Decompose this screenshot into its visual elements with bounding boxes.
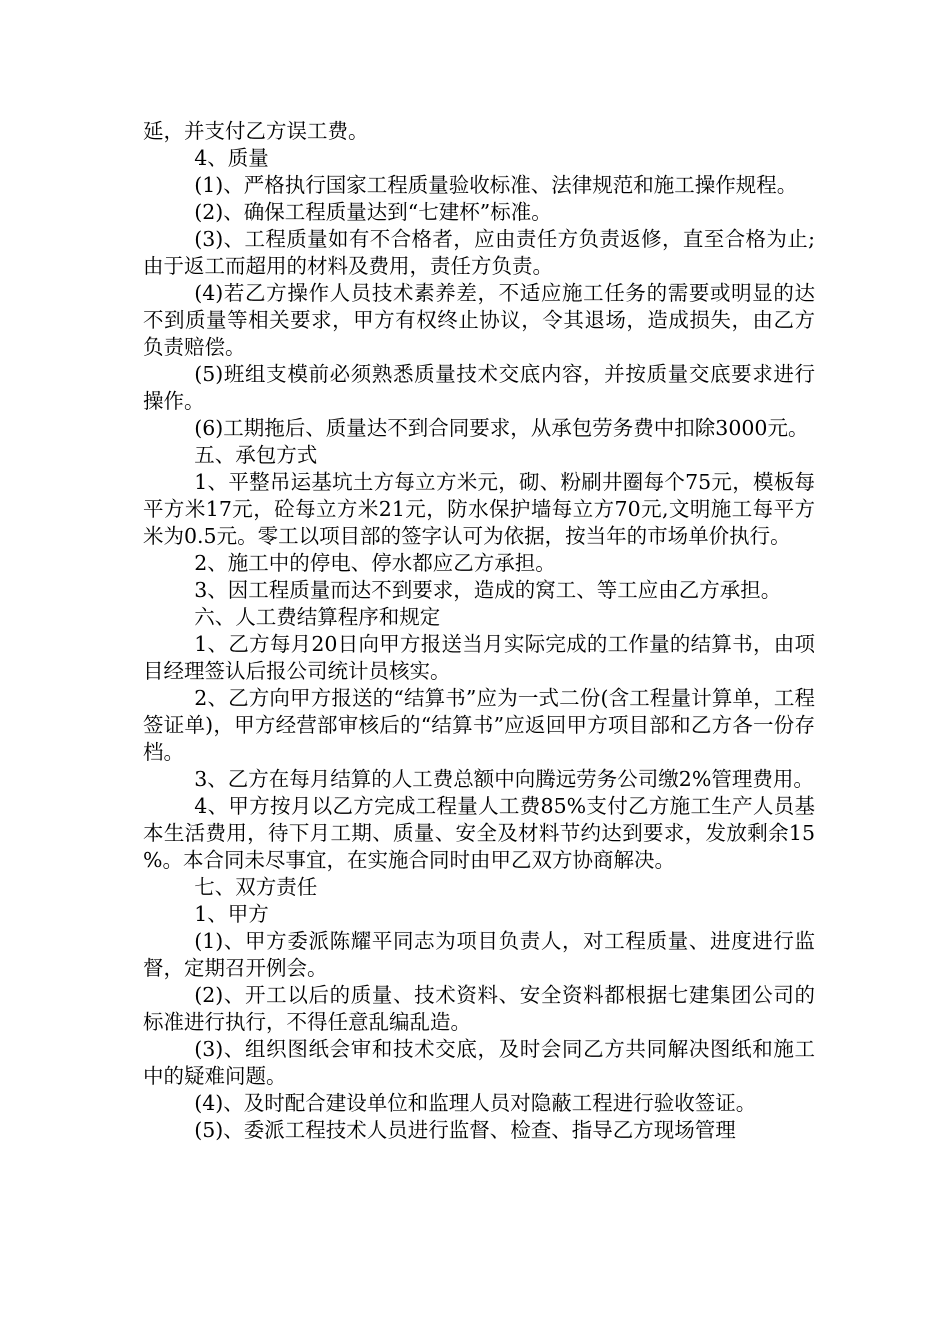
paragraph: 1、乙方每月20日向甲方报送当月实际完成的工作量的结算书，由项目经理签认后报公司统计员核实。 [143,632,815,683]
document-body [143,118,815,1144]
section-heading: 七、双方责任 [194,875,318,899]
paragraph: (4)、及时配合建设单位和监理人员对隐蔽工程进行验收签证。 [194,1091,757,1115]
paragraph: 4、甲方按月以乙方完成工程量人工费85%支付乙方施工生产人员基本生活费用，待下月工期、质量、安全及材料节约达到要求，发放剩余15%。本合同未尽事宜，在实施合同时由甲乙双方协商解决。 [143,794,815,872]
paragraph: (2)、开工以后的质量、技术资料、安全资料都根据七建集团公司的标准进行执行，不得任意乱编乱造。 [143,983,815,1034]
paragraph: 1、平整吊运基坑土方每立方米元，砌、粉刷井圈每个75元，模板每平方米17元，砼每立方米21元，防水保护墙每立方70元,文明施工每平方米为0.5元。零工以项目部的签字认可为依据，按当年的市场单价执行。 [143,470,815,548]
paragraph: (2)、确保工程质量达到“七建杯”标准。 [194,200,552,224]
paragraph: (4)若乙方操作人员技术素养差，不适应施工任务的需要或明显的达不到质量等相关要求，甲方有权终止协议，令其退场，造成损失，由乙方负责赔偿。 [143,281,815,359]
paragraph: (1)、严格执行国家工程质量验收标准、法律规范和施工操作规程。 [194,173,798,197]
paragraph: 3、因工程质量而达不到要求，造成的窝工、等工应由乙方承担。 [194,578,782,602]
paragraph: (5)班组支模前必须熟悉质量技术交底内容，并按质量交底要求进行操作。 [143,362,815,413]
paragraph: (3)、工程质量如有不合格者，应由责任方负责返修，直至合格为止;由于返工而超用的材料及费用，责任方负责。 [143,227,815,278]
sub-heading: 1、甲方 [194,902,269,926]
paragraph: (3)、组织图纸会审和技术交底，及时会同乙方共同解决图纸和施工中的疑难问题。 [143,1037,815,1088]
paragraph: 2、施工中的停电、停水都应乙方承担。 [194,551,556,575]
section-heading: 五、承包方式 [194,443,318,467]
section-heading: 4、质量 [194,146,269,170]
paragraph: 延，并支付乙方误工费。 [143,119,369,143]
paragraph: (1)、甲方委派陈耀平同志为项目负责人，对工程质量、进度进行监督，定期召开例会。 [143,929,815,980]
section-heading: 六、人工费结算程序和规定 [194,605,441,629]
paragraph: 2、乙方向甲方报送的“结算书”应为一式二份(含工程量计算单，工程签证单)，甲方经营部审核后的“结算书”应返回甲方项目部和乙方各一份存档。 [143,686,815,764]
paragraph: 3、乙方在每月结算的人工费总额中向腾远劳务公司缴2%管理费用。 [194,767,814,791]
paragraph: (5)、委派工程技术人员进行监督、检查、指导乙方现场管理 [194,1118,736,1142]
paragraph: (6)工期拖后、质量达不到合同要求，从承包劳务费中扣除3000元。 [194,416,809,440]
